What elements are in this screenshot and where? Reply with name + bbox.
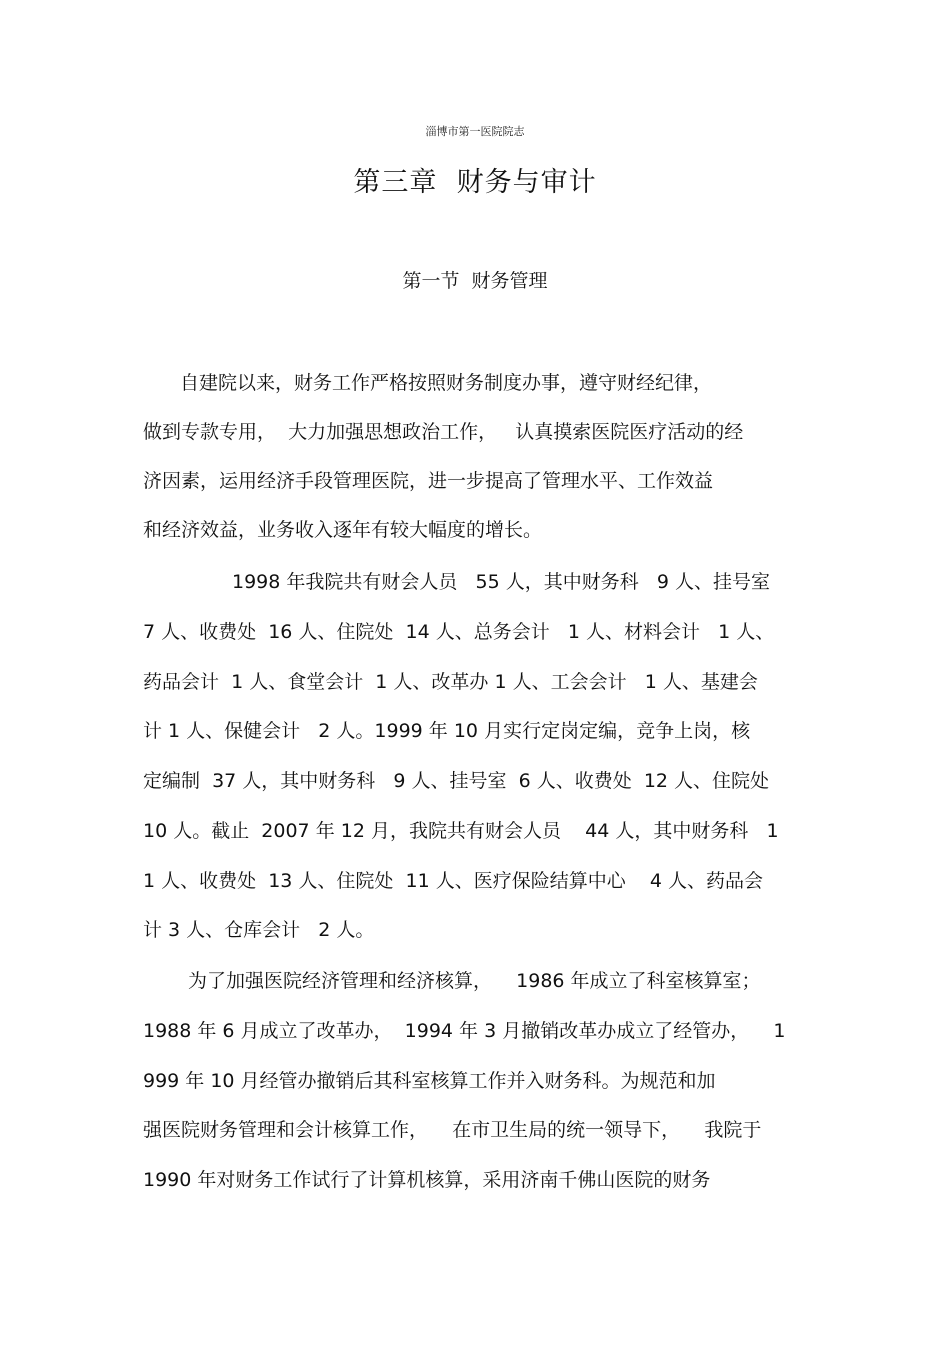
body-line: 计 1 人、保健会计 2 人。1999 年 10 月实行定岗定编，竞争上岗，核 — [143, 720, 751, 742]
section-title: 第一节 财务管理 — [402, 270, 548, 292]
body-line: 强医院财务管理和会计核算工作， 在市卫生局的统一领导下， 我院于 — [143, 1119, 762, 1141]
body-line: 7 人、收费处 16 人、住院处 14 人、总务会计 1 人、材料会计 1 人、 — [143, 621, 775, 643]
body-line: 和经济效益，业务收入逐年有较大幅度的增长。 — [143, 519, 543, 541]
body-line: 济因素，运用经济手段管理医院，进一步提高了管理水平、工作效益 — [143, 470, 714, 492]
body-line: 计 3 人、仓库会计 2 人。 — [143, 919, 375, 941]
chapter-title: 第三章 财务与审计 — [353, 167, 597, 198]
body-line: 999 年 10 月经管办撤销后其科室核算工作并入财务科。为规范和加 — [143, 1070, 716, 1092]
body-line: 定编制 37 人，其中财务科 9 人、挂号室 6 人、收费处 12 人、住院处 — [143, 770, 770, 792]
body-line: 药品会计 1 人、食堂会计 1 人、改革办 1 人、工会会计 1 人、基建会 — [143, 671, 758, 693]
body-line: 1998 年我院共有财会人员 55 人，其中财务科 9 人、挂号室 — [232, 571, 770, 593]
body-line: 1 人、收费处 13 人、住院处 11 人、医疗保险结算中心 4 人、药品会 — [143, 870, 764, 892]
body-line: 自建院以来，财务工作严格按照财务制度办事，遵守财经纪律， — [180, 372, 713, 394]
running-header: 淄博市第一医院院志 — [425, 125, 525, 138]
body-line: 为了加强医院经济管理和经济核算， 1986 年成立了科室核算室； — [188, 970, 761, 992]
body-line: 1990 年对财务工作试行了计算机核算，采用济南千佛山医院的财务 — [143, 1169, 711, 1191]
body-line: 1988 年 6 月成立了改革办， 1994 年 3 月撤销改革办成立了经管办， 1 — [143, 1020, 786, 1042]
body-line: 做到专款专用， 大力加强思想政治工作， 认真摸索医院医疗活动的经 — [143, 421, 744, 443]
body-line: 10 人。截止 2007 年 12 月，我院共有财会人员 44 人，其中财务科 1 — [143, 820, 779, 842]
